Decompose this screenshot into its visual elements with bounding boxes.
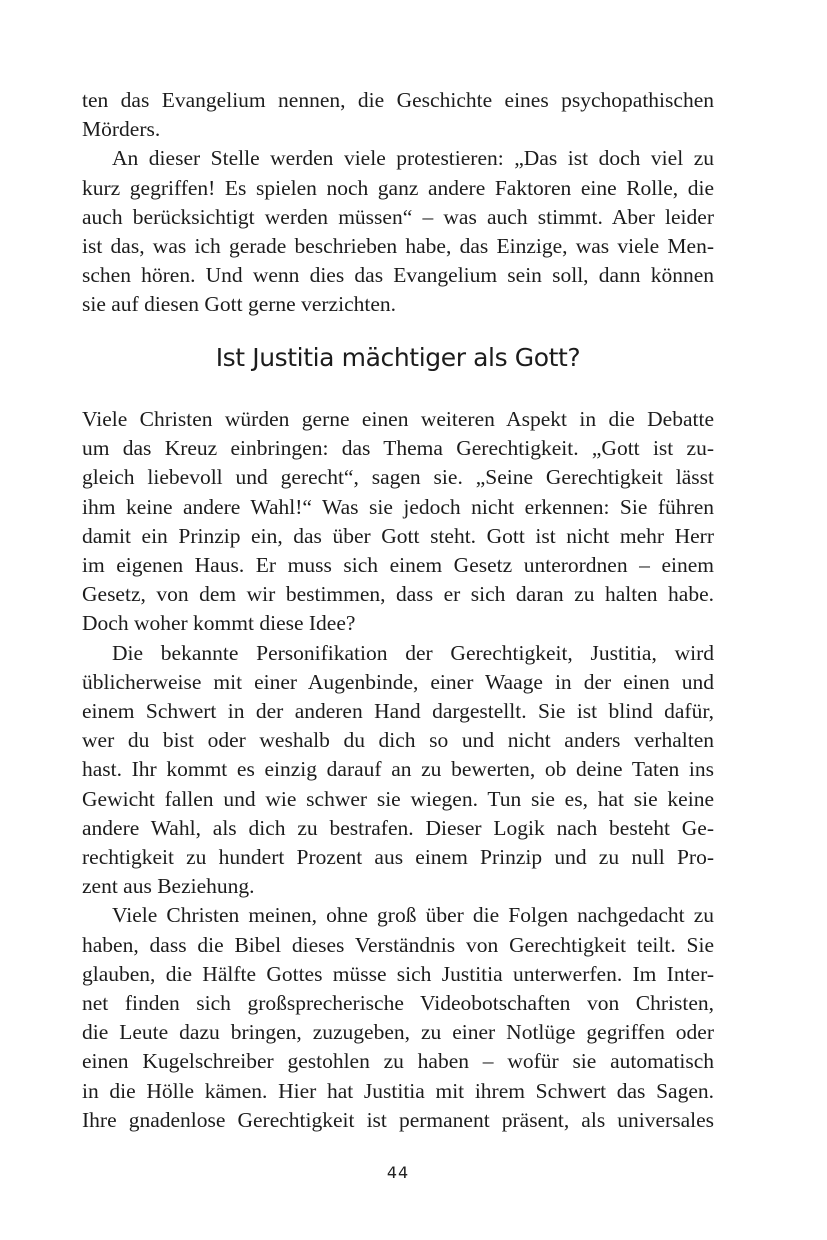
- text-line: Viele Christen meinen, ohne groß über die Folgen nachgedacht zu: [112, 903, 714, 928]
- text-line: auch berücksichtigt werden müssen“ – was auch stimmt. Aber leider: [82, 204, 714, 229]
- text-line: ist das, was ich gerade beschrieben habe, das Einzige, was viele Men-: [82, 234, 714, 259]
- paragraph: [82, 405, 714, 639]
- text-line: sie auf diesen Gott gerne verzichten.: [82, 292, 397, 317]
- text-line: Gewicht fallen und wie schwer sie wiegen. Tun sie es, hat sie keine: [82, 786, 714, 811]
- text-line: die Leute dazu bringen, zuzugeben, zu einer Notlüge gegriffen oder: [82, 1020, 714, 1045]
- text-block-main: [82, 405, 714, 1135]
- text-line: einem Schwert in der anderen Hand dargestellt. Sie ist blind dafür,: [82, 699, 714, 724]
- text-block-top: [82, 86, 714, 320]
- text-line: ten das Evangelium nennen, die Geschichte eines psychopathischen: [82, 88, 714, 112]
- paragraph-continuation: [82, 86, 714, 144]
- section-heading: Ist Justitia mächtiger als Gott?: [215, 343, 581, 372]
- text-line: im eigenen Haus. Er muss sich einem Gesetz unterordnen – einem: [82, 553, 714, 578]
- text-line: andere Wahl, als dich zu bestrafen. Dieser Logik nach besteht Ge-: [82, 815, 714, 840]
- text-line: An dieser Stelle werden viele protestieren: „Das ist doch viel zu: [112, 146, 714, 171]
- text-line: Viele Christen würden gerne einen weiteren Aspekt in die Debatte: [82, 407, 714, 431]
- text-line: damit ein Prinzip ein, das über Gott steht. Gott ist nicht mehr Herr: [82, 523, 714, 548]
- text-line: Die bekannte Personifikation der Gerechtigkeit, Justitia, wird: [112, 640, 714, 665]
- text-line: Doch woher kommt diese Idee?: [82, 611, 356, 636]
- text-line: in die Hölle kämen. Hier hat Justitia mit ihrem Schwert das Sagen.: [82, 1078, 714, 1103]
- text-line: kurz gegriffen! Es spielen noch ganz andere Faktoren eine Rolle, die: [82, 175, 714, 200]
- text-line: wer du bist oder weshalb du dich so und nicht anders verhalten: [82, 728, 714, 753]
- text-line: ihm keine andere Wahl!“ Was sie jedoch nicht erkennen: Sie führen: [82, 494, 714, 519]
- text-line: Mörders.: [82, 117, 161, 142]
- page-number: 44: [386, 1163, 410, 1182]
- text-line: zent aus Beziehung.: [82, 874, 255, 899]
- text-line: haben, dass die Bibel dieses Verständnis von Gerechtigkeit teilt. Sie: [82, 932, 714, 957]
- text-line: einen Kugelschreiber gestohlen zu haben – wofür sie automatisch: [82, 1049, 714, 1074]
- text-line: Gesetz, von dem wir bestimmen, dass er sich daran zu halten habe.: [82, 582, 714, 607]
- paragraph: [82, 901, 714, 1135]
- text-line: hast. Ihr kommt es einzig darauf an zu bewerten, ob deine Taten ins: [82, 757, 714, 782]
- text-line: glauben, die Hälfte Gottes müsse sich Justitia unterwerfen. Im Inter-: [82, 961, 714, 986]
- text-line: rechtigkeit zu hundert Prozent aus einem Prinzip und zu null Pro-: [82, 845, 714, 870]
- text-line: Ihre gnadenlose Gerechtigkeit ist permanent präsent, als universales: [82, 1107, 714, 1132]
- text-line: schen hören. Und wenn dies das Evangelium sein soll, dann können: [82, 263, 714, 288]
- text-line: um das Kreuz einbringen: das Thema Gerechtigkeit. „Gott ist zu-: [82, 436, 714, 461]
- text-line: üblicherweise mit einer Augenbinde, einer Waage in der einen und: [82, 669, 714, 694]
- text-line: net finden sich großsprecherische Videobotschaften von Christen,: [82, 991, 714, 1016]
- paragraph: [82, 144, 714, 319]
- paragraph: [82, 639, 714, 902]
- text-line: gleich liebevoll und gerecht“, sagen sie. „Seine Gerechtigkeit lässt: [82, 465, 714, 490]
